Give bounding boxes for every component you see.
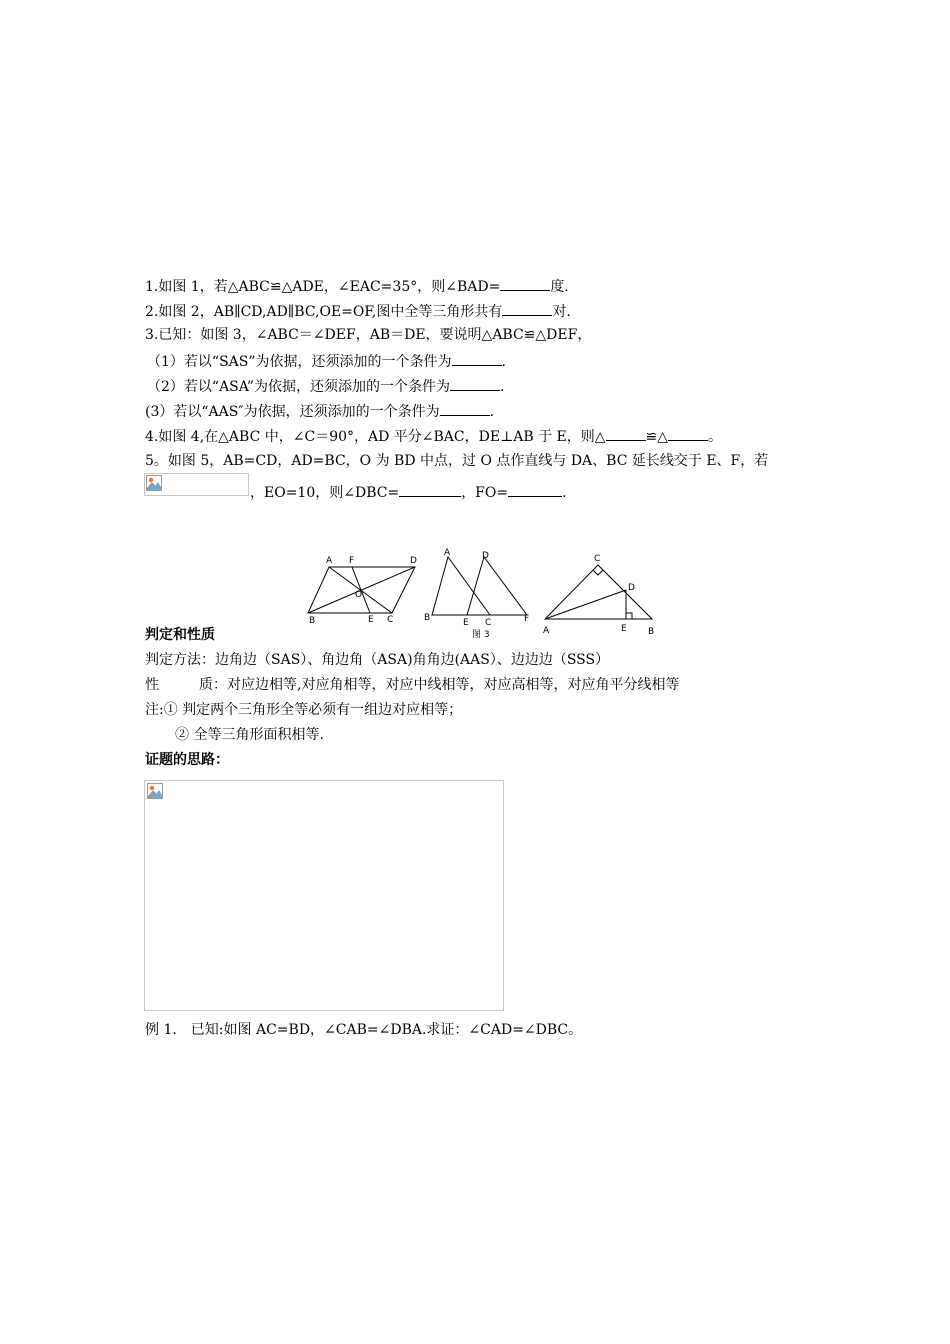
problem-1-suffix: 度.	[550, 279, 569, 295]
proof-flowchart-image	[144, 780, 504, 1011]
note-2: ② 全等三角形面积相等.	[175, 727, 324, 743]
label-A: A	[326, 556, 333, 566]
label-O: O	[355, 590, 363, 600]
label-E: E	[368, 615, 374, 625]
problem-4	[145, 426, 722, 446]
problem-3-1-text: （1）若以“SAS”为依据，还须添加的一个条件为	[147, 354, 452, 370]
answer-blank	[502, 301, 552, 316]
problem-3-2-suffix: .	[499, 379, 505, 395]
problem-4-mid: ≌△	[645, 429, 669, 445]
methods-line: 判定方法：边角边（SAS）、角边角（ASA)角角边(AAS）、边边边（SSS）	[145, 652, 610, 668]
broken-image	[144, 473, 249, 496]
answer-blank	[668, 426, 708, 441]
label-B: B	[309, 616, 316, 626]
problem-5-text-2: ，EO=10，则∠DBC=	[250, 485, 400, 501]
problem-3-3	[145, 401, 494, 421]
problem-3-1-suffix: .	[501, 354, 506, 370]
problem-3-1	[147, 351, 506, 371]
broken-image-icon	[146, 475, 162, 491]
note-1: 注:① 判定两个三角形全等必须有一组边对应相等；	[145, 702, 463, 718]
problem-5-continued	[250, 482, 567, 502]
example-1: 例 1. 已知:如图 AC=BD，∠CAB=∠DBA.求证：∠CAD=∠DBC。	[145, 1022, 583, 1038]
answer-blank	[508, 482, 562, 497]
answer-blank	[450, 376, 500, 391]
label-F: F	[524, 614, 530, 624]
answer-blank	[500, 276, 550, 291]
figures-row	[300, 545, 670, 645]
problem-2-text: 2.如图 2，AB∥CD,AD∥BC,OE=OF,图中全等三角形共有	[145, 304, 503, 320]
answer-blank	[452, 351, 502, 366]
problem-1	[145, 276, 569, 296]
properties-label: 性	[145, 677, 159, 693]
problem-5	[145, 452, 768, 470]
problem-5-suffix: .	[562, 485, 567, 501]
label-A: A	[444, 548, 451, 558]
problem-4-suffix: 。	[708, 429, 723, 445]
problem-5-text-3: ，FO=	[461, 485, 509, 501]
answer-blank	[399, 482, 461, 497]
problem-3-3-text: (3）若以“AAS″为依据，还须添加的一个条件为	[145, 404, 440, 420]
answer-blank	[440, 401, 490, 416]
problem-3-2	[147, 376, 504, 396]
problem-2	[145, 301, 571, 321]
problem-5-text: 5。如图 5，AB=CD，AD=BC，O 为 BD 中点，过 O 点作直线与 DA、BC 延长线交于 E、F，若	[145, 453, 769, 469]
properties-line	[145, 676, 679, 694]
label-E: E	[621, 624, 627, 634]
problem-3-2-text: （2）若以“ASA”为依据，还须添加的一个条件为	[147, 379, 450, 395]
problem-2-suffix: 对.	[552, 304, 571, 320]
problem-3	[145, 326, 591, 344]
broken-image-icon	[147, 783, 163, 799]
label-A: A	[543, 626, 550, 636]
problem-1-text: 1.如图 1，若△ABC≌△ADE，∠EAC=35°，则∠BAD=	[145, 279, 501, 295]
figure-caption: 图 3	[472, 630, 490, 640]
label-F: F	[349, 556, 355, 566]
problem-3-text: 3.已知：如图 3，∠ABC＝∠DEF，AB＝DE，要说明△ABC≌△DEF，	[145, 327, 592, 343]
properties-text: 质：对应边相等,对应角相等，对应中线相等，对应高相等，对应角平分线相等	[199, 677, 680, 693]
label-C: C	[485, 618, 492, 628]
proof-heading: 证题的思路：	[145, 752, 229, 768]
label-E: E	[463, 618, 469, 628]
label-C: C	[387, 615, 394, 625]
problem-4-text: 4.如图 4,在△ABC 中，∠C＝90°，AD 平分∠BAC，DE⊥AB 于 E，则△	[145, 429, 606, 445]
label-B: B	[648, 627, 655, 637]
problem-3-3-suffix: .	[489, 404, 495, 420]
label-C: C	[594, 554, 601, 564]
label-D: D	[410, 556, 417, 566]
label-B: B	[424, 613, 431, 623]
answer-blank	[606, 426, 646, 441]
figure-two-triangles	[432, 557, 527, 615]
figure-right-triangle	[545, 565, 652, 619]
label-D: D	[482, 551, 489, 561]
section-heading: 判定和性质	[145, 627, 215, 643]
label-D: D	[628, 583, 635, 593]
